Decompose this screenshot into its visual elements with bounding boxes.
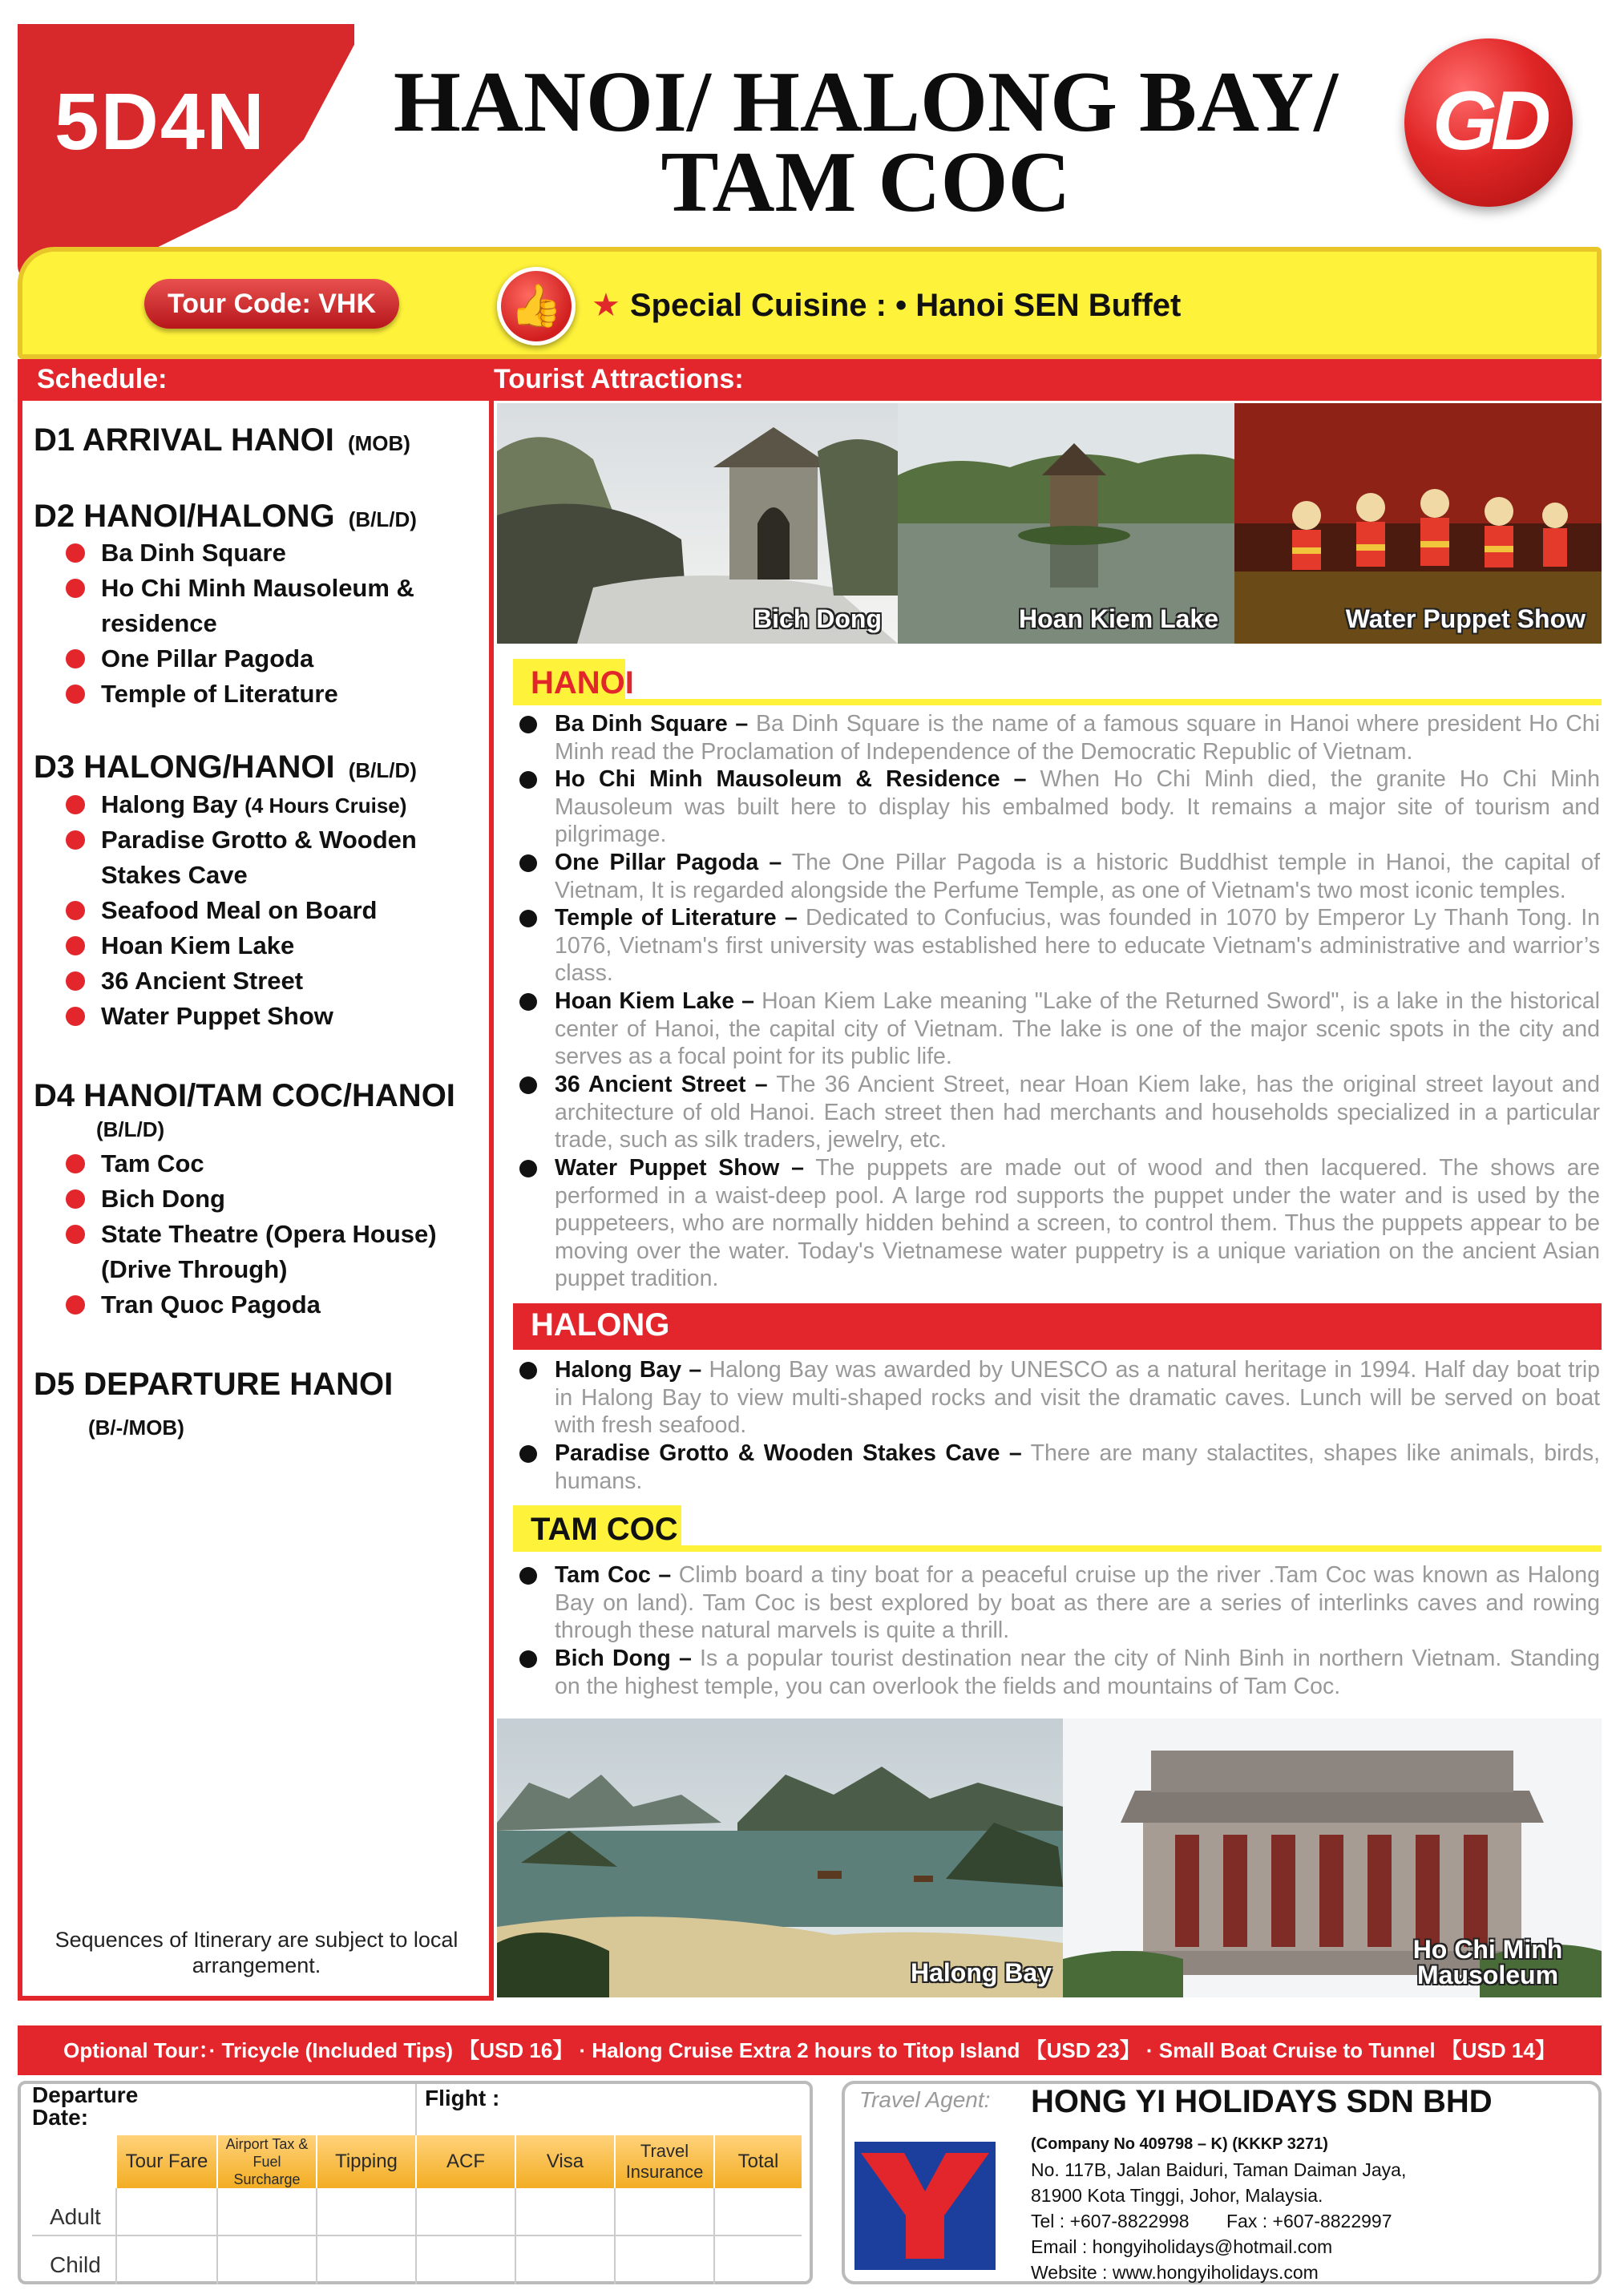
bullet-icon (66, 1225, 85, 1244)
bullet-icon (519, 1362, 537, 1379)
table-cell[interactable] (715, 2188, 802, 2236)
attraction-item: 36 Ancient Street – The 36 Ancient Street, near Hoan Kiem lake, has the original street layout and architecture of old Hanoi. Each street then had merchants and households specialized in a particular trade, such as silk traders, jewelry, etc. (513, 1071, 1600, 1154)
table-cell (32, 2236, 117, 2284)
bullet-icon (66, 543, 85, 563)
attraction-item: Ba Dinh Square – Ba Dinh Square is the name of a famous square in Hanoi where president Ho Chi Minh read the Proclamation of Independence of the Democratic Republic of Vietnam. (513, 710, 1600, 765)
table-cell[interactable] (317, 2188, 417, 2236)
attraction-item: Halong Bay – Halong Bay was awarded by UNESCO as a natural heritage in 1994. Half day boat trip in Halong Bay to view multi-shaped rocks and visit the dramatic caves. Lunch will be served on boat with fresh seafood. (513, 1356, 1600, 1440)
schedule-item: One Pillar Pagoda (66, 641, 313, 676)
bullet-icon (66, 901, 85, 920)
halong-bay-image (497, 1718, 1063, 1997)
bullet-icon (66, 1154, 85, 1173)
bullet-icon (519, 854, 537, 872)
tour-code-badge: Tour Code: VHK (144, 279, 399, 329)
page-title (377, 55, 1355, 230)
day-1-label: D1 ARRIVAL HANOI (34, 422, 334, 458)
schedule-item: 36 Ancient Street (66, 963, 303, 999)
table-cell[interactable] (715, 2236, 802, 2284)
cuisine-text: Special Cuisine : • Hanoi SEN Buffet (629, 288, 1182, 323)
title-line-2: TAM COC (661, 135, 1071, 230)
schedule-item: Tran Quoc Pagoda (66, 1287, 321, 1323)
region-heading-halong (513, 1303, 1602, 1350)
table-cell[interactable] (218, 2188, 317, 2236)
attraction-item: Water Puppet Show – The puppets are made out of wood and then lacquered. The shows are performed in a waist-deep pool. A large rod supports the puppet under the water and is used by the puppeteers, who are normally hidden behind a screen, to control them. Thus the puppets appear to be moving over the water. Today's Vietnamese water puppetry is a unique variation on the ancient Asian puppet tradition. (513, 1154, 1600, 1293)
schedule-item: Seafood Meal on Board (66, 893, 377, 928)
agent-email[interactable]: Email : hongyiholidays@hotmail.com (1031, 2236, 1333, 2257)
table-cell[interactable] (317, 2236, 417, 2284)
header-divider (415, 2084, 417, 2135)
table-cell[interactable] (117, 2236, 218, 2284)
optional-tour-bar: Optional Tour：· Tricycle (Included Tips) 【USD 16】 · Halong Cruise Extra 2 hours to Titop Island 【USD 23】 · Small Boat Cruise to Tunnel 【USD 14】 (18, 2025, 1602, 2075)
col-airport-tax: Airport Tax & Fuel Surcharge (218, 2135, 316, 2188)
departure-date-label: Departure Date: (32, 2082, 139, 2130)
star-icon: ★ (592, 288, 620, 323)
region-label: HALONG (531, 1307, 670, 1343)
schedule-item: State Theatre (Opera House) (66, 1217, 437, 1252)
col-travel-insurance: Travel Insurance (616, 2135, 713, 2188)
photo-halong-bay (497, 1718, 1063, 1997)
schedule-item: Water Puppet Show (66, 999, 333, 1034)
table-cell[interactable] (417, 2236, 516, 2284)
agent-fax: Fax : +607-8822997 (1226, 2211, 1392, 2231)
photo-water-puppet-show (1234, 403, 1602, 644)
bullet-icon (519, 1650, 537, 1668)
day-5-meal: (B/-/MOB) (88, 1416, 184, 1440)
y-logo-icon (854, 2142, 996, 2270)
day-2-title (34, 499, 417, 535)
region-heading-tam-coc (513, 1505, 1602, 1552)
day-3-meal: (B/L/D) (348, 758, 417, 782)
bullet-icon (519, 1445, 537, 1463)
photo-caption: Hoan Kiem Lake (1019, 604, 1218, 633)
schedule-heading: Schedule: (37, 364, 168, 394)
flight-label: Flight : (425, 2086, 500, 2110)
attraction-item: Ho Chi Minh Mausoleum & Residence – When Ho Chi Minh died, the granite Ho Chi Minh Mausoleum was built here to display his embalmed body. It remains a major site of tourism and pilgrimage. (513, 765, 1600, 849)
schedule-item-continued: Stakes Cave (101, 861, 248, 889)
bullet-icon (519, 1076, 537, 1094)
schedule-item: Paradise Grotto & Wooden (66, 822, 417, 858)
schedule-item: Ba Dinh Square (66, 535, 286, 571)
bullet-icon (519, 771, 537, 789)
attraction-item: Tam Coc – Climb board a tiny boat for a peaceful cruise up the river .Tam Coc was known as Halong Bay on land). Tam Coc is best explored by boat as there are a series of interlinks caves and rowing through these natural marvels is quite a thrill. (513, 1561, 1600, 1645)
col-visa: Visa (516, 2135, 614, 2188)
bullet-icon (66, 1007, 85, 1026)
schedule-item: Ho Chi Minh Mausoleum & (66, 571, 414, 606)
region-label: TAM COC (531, 1512, 678, 1547)
day-3-label: D3 HALONG/HANOI (34, 749, 335, 785)
bullet-icon (519, 993, 537, 1011)
schedule-item: Bich Dong (66, 1181, 225, 1217)
col-tipping: Tipping (317, 2135, 415, 2188)
photo-ho-chi-minh-mausoleum (1063, 1718, 1602, 1997)
bullet-icon (66, 830, 85, 850)
col-total: Total (715, 2135, 802, 2188)
schedule-item-continued: (Drive Through) (101, 1255, 288, 1283)
table-cell[interactable] (616, 2188, 715, 2236)
duration-label: 5D4N (55, 77, 266, 167)
bullet-icon (66, 1189, 85, 1209)
row-adult-label: Adult (50, 2204, 101, 2229)
day-2-meal: (B/L/D) (348, 507, 417, 531)
bullet-icon (66, 795, 85, 814)
table-cell[interactable] (616, 2236, 715, 2284)
agent-address-1: No. 117B, Jalan Baiduri, Taman Daiman Jaya, (1031, 2159, 1407, 2180)
day-3-title (34, 749, 417, 786)
table-cell[interactable] (218, 2236, 317, 2284)
bullet-icon (66, 1295, 85, 1315)
bullet-icon (66, 936, 85, 955)
attraction-item: Hoan Kiem Lake – Hoan Kiem Lake meaning "Lake of the Returned Sword", is a lake in the historical center of Hanoi, the capital city of Vietnam. The lake is one of the major scenic spots in the city and serves as a focal point for its public life. (513, 987, 1600, 1071)
bullet-icon (519, 910, 537, 927)
brand-logo (1404, 38, 1573, 207)
bullet-icon (519, 1567, 537, 1585)
region-label: HANOI (531, 665, 634, 701)
col-acf: ACF (417, 2135, 515, 2188)
bullet-icon (66, 971, 85, 991)
title-line-1: HANOI/ HALONG BAY/ (393, 55, 1339, 150)
agent-website[interactable]: Website : www.hongyiholidays.com (1031, 2262, 1319, 2283)
day-5-title: D5 DEPARTURE HANOI (34, 1367, 394, 1402)
agent-address-2: 81900 Kota Tinggi, Johor, Malaysia. (1031, 2185, 1323, 2206)
thumbs-up-icon: 👍 (497, 267, 576, 345)
attractions-heading: Tourist Attractions: (494, 364, 744, 394)
attraction-item: Temple of Literature – Dedicated to Confucius, was founded in 1070 by Emperor Ly Thanh Tong. In 1076, Vietnam's first university was established here to educate Vietnam's administrative and warrior’s class. (513, 904, 1600, 987)
travel-agent-label: Travel Agent: (859, 2087, 991, 2112)
photo-caption: Halong Bay (910, 1958, 1052, 1987)
attraction-item: One Pillar Pagoda – The One Pillar Pagoda is a historic Buddhist temple in Hanoi, the capital of Vietnam, It is regarded alongside the Perfume Temple, as one of Vietnam's two most iconic temples. (513, 849, 1600, 904)
schedule-item-continued: residence (101, 609, 217, 637)
itinerary-note: Sequences of Itinerary are subject to local arrangement. (55, 1928, 459, 1977)
table-cell[interactable] (516, 2188, 616, 2236)
bullet-icon (66, 649, 85, 668)
bullet-icon (66, 579, 85, 598)
day-4-meal: (B/L/D) (96, 1117, 165, 1141)
day-2-label: D2 HANOI/HALONG (34, 499, 335, 534)
table-cell[interactable] (417, 2188, 516, 2236)
bullet-icon (519, 1160, 537, 1177)
day-4-title: D4 HANOI/TAM COC/HANOI (34, 1078, 455, 1113)
photo-hoan-kiem-lake (898, 403, 1234, 644)
bullet-icon (66, 685, 85, 704)
heading-underline (513, 1343, 1602, 1350)
agent-company-no: (Company No 409798 – K) (KKKP 3271) (1031, 2135, 1328, 2153)
section-header-bar (18, 359, 1602, 401)
photo-caption: Water Puppet Show (1345, 604, 1586, 633)
bullet-icon (519, 716, 537, 733)
day-1-title (34, 422, 410, 458)
schedule-item: Temple of Literature (66, 676, 338, 712)
region-heading-hanoi (513, 659, 1602, 705)
heading-highlight (513, 1303, 1602, 1343)
attraction-item: Bich Dong – Is a popular tourist destination near the city of Ninh Binh in northern Vietnam. Standing on the highest temple, you can overlook the fields and mountains of Tam Coc. (513, 1645, 1600, 1700)
special-cuisine (592, 287, 1181, 324)
agent-name: HONG YI HOLIDAYS SDN BHD (1031, 2084, 1493, 2119)
photo-caption: Bich Dong (753, 604, 882, 633)
logo-text: GD (1432, 75, 1545, 168)
col-empty (32, 2135, 115, 2188)
photo-caption: Ho Chi Minh Mausoleum (1412, 1935, 1563, 1989)
row-child-label: Child (50, 2252, 101, 2277)
agent-tel: Tel : +607-8822998 (1031, 2211, 1190, 2231)
day-1-meal: (MOB) (347, 431, 410, 455)
table-cell[interactable] (516, 2236, 616, 2284)
agent-logo (854, 2142, 996, 2270)
schedule-item: Tam Coc (66, 1146, 204, 1181)
schedule-item: Hoan Kiem Lake (66, 928, 294, 963)
heading-underline (513, 699, 1602, 705)
table-cell (32, 2188, 117, 2236)
attraction-item: Paradise Grotto & Wooden Stakes Cave – There are many stalactites, shapes like animals, birds, humans. (513, 1440, 1600, 1495)
col-tour-fare: Tour Fare (117, 2135, 216, 2188)
photo-bich-dong (497, 403, 898, 644)
schedule-item: Halong Bay (4 Hours Cruise) (66, 787, 406, 823)
table-cell[interactable] (117, 2188, 218, 2236)
